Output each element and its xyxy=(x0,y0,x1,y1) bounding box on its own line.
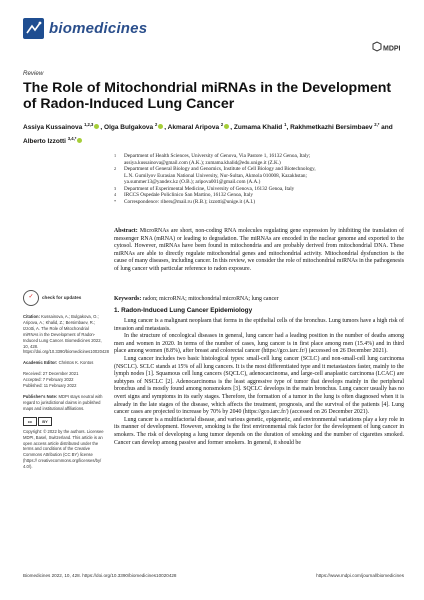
orcid-icon[interactable] xyxy=(224,124,229,129)
affiliation-number: 3 xyxy=(114,185,117,191)
affiliation-text: Department of Health Sciences, University of Genova, Via Pastore 1, 16132 Genoa, Italy; xyxy=(124,153,311,159)
affiliation-text: Correspondence: ribers@mail.ru (R.B.); izzotti@unige.it (A.I.) xyxy=(124,198,256,205)
author-affiliation-marker: 1 xyxy=(284,122,287,127)
cc-icon: cc xyxy=(23,417,37,426)
article-title: The Role of Mitochondrial miRNAs in the Development of Radon-Induced Lung Cancer xyxy=(23,80,392,112)
keywords-text: radon; microRNA; mitochondrial microRNA; lung cancer xyxy=(142,296,279,302)
check-updates-label: check for updates xyxy=(42,295,82,301)
dates xyxy=(23,371,105,389)
author-name: Assiya Kussainova xyxy=(23,124,85,132)
abstract-label: Abstract: xyxy=(114,228,138,234)
journal-name: biomedicines xyxy=(49,20,148,37)
footer-journal-link[interactable]: https://www.mdpi.com/journal/biomedicines xyxy=(316,573,404,578)
abstract-text: MicroRNAs are short, non-coding RNA molecules regulating gene expression by inhibiting the translation of messenger RNA (mRNA) or leading to degradation. The miRNAs are encoded in the nuclear genome and exported to the cytosol. However, miRNAs have been found in mitochondria and are probably derived from mitochondrial DNA. These miRNAs are able to directly regulate mitochondrial genes and mitochondrial activity. Mitochondrial dysfunction is the cause of many diseases, including cancer. In this review, we consider the role of mitochondrial miRNAs in the pathogenesis of lung cancer with particular reference to radon exposure. xyxy=(114,228,405,272)
affiliations xyxy=(114,153,404,205)
academic-editor: Academic Editor: Christos K. Kontos xyxy=(23,360,94,366)
keywords xyxy=(114,296,404,304)
author-name: Alberto Izzotti xyxy=(23,138,68,146)
body-paragraph: In the structure of oncological diseases in general, lung cancer had a leading position in the number of deaths among men and women in 2020. In terms of the number of cases, lung cancer is in first place among men (15.4%) and in third place among women (8.8%), after breast and colorectal cancer (https://gco.iarc.fr/) (accessed on 26 December 2021). xyxy=(114,333,404,355)
publisher-note: Publisher's Note: MDPI stays neutral with regard to jurisdictional claims in published maps and institutional affiliations. xyxy=(23,393,103,411)
page-footer xyxy=(23,573,404,578)
affiliation-number: 2 xyxy=(114,166,117,171)
orcid-icon[interactable] xyxy=(158,124,163,129)
orcid-icon[interactable] xyxy=(94,124,99,129)
affiliation-text: ya.summer13@yandex.kz (O.B.); aripova001@gmail.com (A.A.) xyxy=(124,179,261,185)
citation-text[interactable]: Kussainova, A.; Bulgakova, O.; Aripova, A.; Khalid, Z.; Bersimbaev, R.; Izzotti, A. The Role of Mitochondrial miRNAs in the Development of Radon-Induced Lung Cancer. Biomedicines 2022, 10, 428. https://doi.org/10.3390/biomedicines10020428 xyxy=(23,314,109,355)
affiliation-number: * xyxy=(114,198,117,204)
author-name: Rakhmetkazhi Bersimbaev xyxy=(290,124,375,132)
by-icon: BY xyxy=(38,417,52,426)
affiliation-text: IRCCS Ospedale Policlinico San Martino, 16132 Genoa, Italy xyxy=(124,192,253,198)
accepted-date: Accepted: 7 February 2022 xyxy=(23,377,74,383)
author-affiliation-marker: 2 xyxy=(220,122,224,127)
section-heading: 1. Radon-Induced Lung Cancer Epidemiology xyxy=(114,307,253,314)
affiliation-text: assiya.kussainova@gmail.com (A.K.); zumama.khalid@edu.unige.it (Z.K.) xyxy=(124,159,281,166)
publisher-logo xyxy=(371,41,401,54)
author-name: Olga Bulgakova xyxy=(104,124,155,132)
copyright: Copyright: © 2022 by the authors. Licensee MDPI, Basel, Switzerland. This article is an open access article distributed under the terms and conditions of the Creative Commons Attribution (CC BY) license (https:// creativecommons.org/licenses/by/ 4.0/). xyxy=(23,428,104,470)
abstract xyxy=(114,228,404,274)
affiliation-text: Department of General Biology and Genomics, Institute of Cell Biology and Biotechnology, xyxy=(124,166,316,172)
keywords-label: Keywords: xyxy=(114,296,142,302)
author-list: Assiya Kussainova $^{1,2,3}$ , Olga Bulgakova $^2$ , Akmaral Aripova $^2$ , Zumama Khalid $^1$, Rakhmetkazhi Bersimbaev $^{2,*}$ and Alberto Izzotti $^{3,4,*}$ xyxy=(23,122,393,146)
affiliation-number: 4 xyxy=(114,192,117,197)
author-affiliation-marker: 1,2,3 xyxy=(84,122,94,127)
affiliation-text: L.N. Gumilyov Eurasian National University, Nur-Sultan, Akmola 010008, Kazakhstan; xyxy=(124,172,307,179)
journal-logo-icon xyxy=(23,18,44,39)
cc-license-badge[interactable] xyxy=(23,417,105,426)
body-text xyxy=(114,318,404,447)
affiliation-text: Department of Experimental Medicine, University of Genova, 16132 Genoa, Italy xyxy=(124,185,295,192)
body-paragraph: Lung cancer is a multifactorial disease, and various genetic, epigenetic, and environmental variations play a key role in its manner of development. However, smoking is the first environmental risk factor for the development of lung cancer in smokers. The risk of developing a lung tumor depends on the duration of smoking and the number of cigarettes smoked. Cancer can develop among passive and former smokers. In general, it should be xyxy=(114,416,404,446)
affiliation-line xyxy=(114,199,404,206)
sidebar xyxy=(23,290,109,475)
published-date: Published: 11 February 2022 xyxy=(23,383,77,389)
author-affiliation-marker: 3,4,* xyxy=(67,136,77,142)
footer-citation[interactable]: Biomedicines 2022, 10, 428. https://doi.org/10.3390/biomedicines10020428 xyxy=(23,573,177,578)
affiliation-number: 1 xyxy=(114,153,117,158)
article-type: Review xyxy=(23,70,44,77)
citation-block: Citation: Kussainova, A.; Bulgakova, O.; Aripova, A.; Khalid, Z.; Bersimbaev, R.; Izzotti, A. The Role of Mitochondrial miRNAs in the Development of Radon-Induced Lung Cancer. Biomedicines 2022, 10, 428. https://doi.org/10.3390/biomedicines10020428 xyxy=(23,314,109,355)
author-affiliation-marker: 2 xyxy=(154,122,158,127)
author-affiliation-marker: 2,* xyxy=(374,122,380,127)
body-paragraph: Lung cancer is a malignant neoplasm that forms in the epithelial cells of the bronchus. Lung tumors have a high risk of invasion and metastasis. xyxy=(114,318,404,332)
orcid-icon[interactable] xyxy=(77,138,82,143)
author-name: Zumama Khalid xyxy=(233,124,285,132)
check-for-updates-button[interactable] xyxy=(23,290,105,306)
check-updates-icon: ✓ xyxy=(23,290,39,306)
received-date: Received: 27 December 2021 xyxy=(23,371,79,377)
body-paragraph: Lung cancer includes two basic histological types: small-cell lung cancer (SCLC) and non-small-cell lung carcinoma (NSCLC). SCLC stands at 15% of all lung cancers. It is the most differentiated type and it metastasizes faster, mainly to the lymph nodes [1]. Squamous cell lung cancers (SQCLC), adenocarcinoma, and large-cell anaplastic carcinoma (LCAC) are subtypes of NSCLC [2]. Adenocarcinoma is the least aggressive type of tumor that develops mainly in the peripheral bronchus and is mostly found among nonsmokers [3]. SQCLC develops in the main bronchus. Lung cancer usually has no overt signs and symptoms in its early stages. Therefore, the formation of a tumor in the lung is often diagnosed when it is already in the late stages of the disease, which affects the treatment, prognosis, and the survival of the patients [4]. Lung cancer cases are projected to increase by 70% by 2040 (https://gco.iarc.fr/) (accessed on 26 December 2021). xyxy=(114,355,404,416)
author-name: Akmaral Aripova xyxy=(167,124,221,132)
svg-text:MDPI: MDPI xyxy=(383,45,401,53)
